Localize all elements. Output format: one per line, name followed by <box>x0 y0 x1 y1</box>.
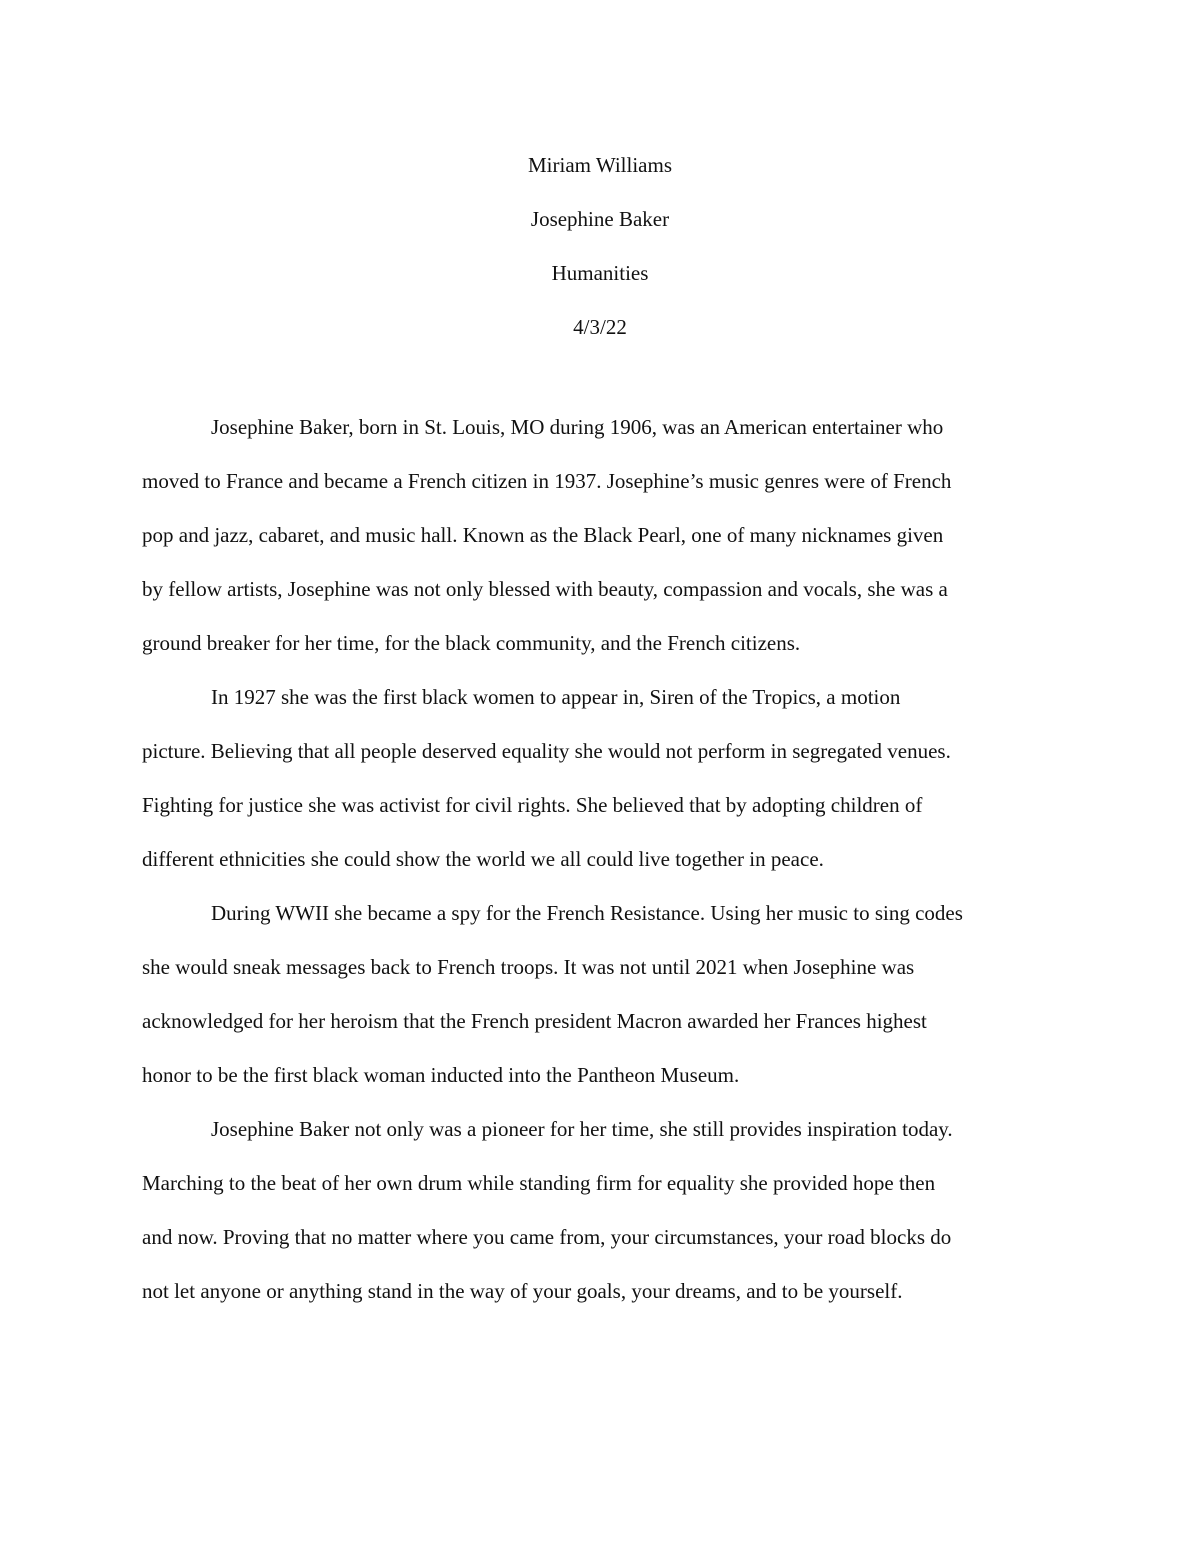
essay-date: 4/3/22 <box>573 315 627 339</box>
paragraph-line: different ethnicities she could show the world we all could live together in peace. <box>142 847 824 871</box>
essay-body <box>142 400 1062 1318</box>
paragraph-line: by fellow artists, Josephine was not only blessed with beauty, compassion and vocals, she was a <box>142 577 948 601</box>
essay-title: Josephine Baker <box>530 207 670 231</box>
paragraph-line: not let anyone or anything stand in the way of your goals, your dreams, and to be yourself. <box>142 1279 903 1303</box>
paragraph-line: In 1927 she was the first black women to appear in, Siren of the Tropics, a motion <box>211 685 901 709</box>
paragraph-line: Josephine Baker not only was a pioneer for her time, she still provides inspiration today. <box>211 1117 953 1141</box>
paragraph-line: acknowledged for her heroism that the French president Macron awarded her Frances highest <box>142 1009 927 1033</box>
paragraph-line: she would sneak messages back to French troops. It was not until 2021 when Josephine was <box>142 955 915 979</box>
paragraph-line: Marching to the beat of her own drum while standing firm for equality she provided hope then <box>142 1171 936 1195</box>
paragraph-1 <box>142 400 1062 670</box>
author-name: Miriam Williams <box>527 153 672 177</box>
paragraph-line: honor to be the first black woman inducted into the Pantheon Museum. <box>142 1063 740 1087</box>
paragraph-line: pop and jazz, cabaret, and music hall. Known as the Black Pearl, one of many nicknames given <box>142 523 944 547</box>
paragraph-2 <box>142 670 1062 886</box>
paragraph-line: During WWII she became a spy for the French Resistance. Using her music to sing codes <box>211 901 963 925</box>
paragraph-line: Fighting for justice she was activist for civil rights. She believed that by adopting children of <box>142 793 923 817</box>
paragraph-line: and now. Proving that no matter where you came from, your circumstances, your road blocks do <box>142 1225 952 1249</box>
paragraph-line: moved to France and became a French citizen in 1937. Josephine’s music genres were of French <box>142 469 952 493</box>
paragraph-line: picture. Believing that all people deserved equality she would not perform in segregated venues. <box>142 739 951 763</box>
course-name: Humanities <box>551 261 649 285</box>
paragraph-4 <box>142 1102 1062 1318</box>
paragraph-line: Josephine Baker, born in St. Louis, MO during 1906, was an American entertainer who <box>211 415 944 439</box>
essay-header <box>0 138 1200 354</box>
paragraph-3 <box>142 886 1062 1102</box>
paragraph-line: ground breaker for her time, for the black community, and the French citizens. <box>142 631 801 655</box>
